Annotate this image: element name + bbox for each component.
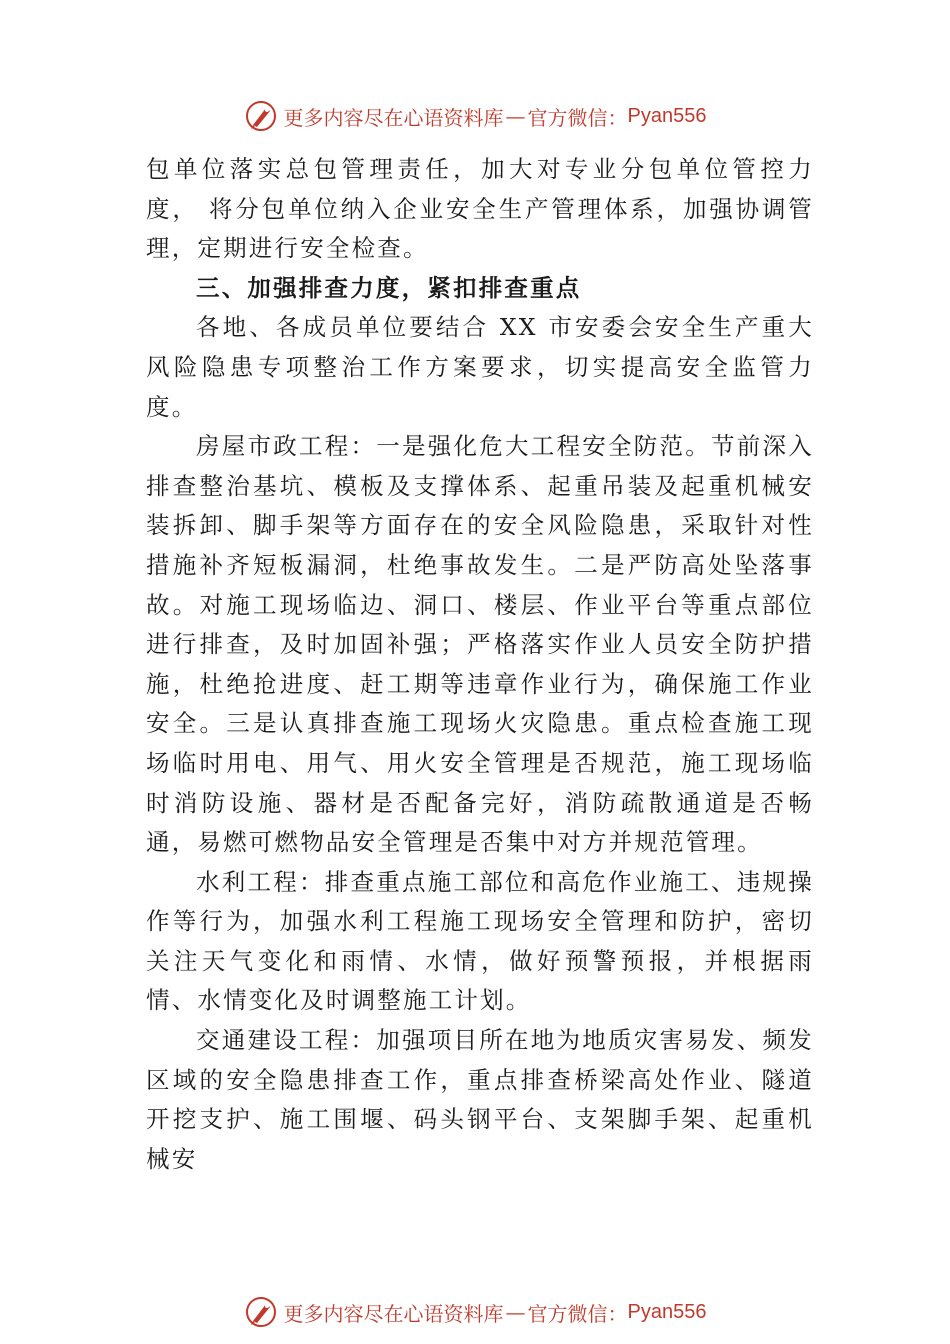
paragraph-intro: 各地、各成员单位要结合 XX 市安委会安全生产重大风险隐患专项整治工作方案要求，切实提高安全监管力度。 (146, 313, 814, 421)
paragraph-transport: 交通建设工程：加强项目所在地为地质灾害易发、频发区域的安全隐患排查工作，重点排查桥梁高处作业、隧道开挖支护、施工围堰、码头钢平台、支架脚手架、起重机械安 (146, 1026, 814, 1173)
footer-banner (0, 1292, 950, 1332)
footer-site-name: 更多内容尽在心语资料库 (283, 1301, 504, 1326)
header-wechat-label: 官方微信： (527, 105, 628, 130)
paragraph-water: 水利工程：排查重点施工部位和高危作业施工、违规操作等行为，加强水利工程施工现场安全管理和防护，密切关注天气变化和雨情、水情，做好预警预报，并根据雨情、水情变化及时调整施工计划。 (146, 867, 814, 1015)
fountain-pen-logo-icon (244, 1295, 278, 1329)
header-account: Pyan556 (627, 104, 707, 127)
paragraph-housing: 房屋市政工程：一是强化危大工程安全防范。节前深入排查整治基坑、模板及支撑体系、起重吊装及起重机械安装拆卸、脚手架等方面存在的安全风险隐患，采取针对性措施补齐短板漏洞，杜绝事故发生。二是严防高处坠落事故。对施工现场临边、洞口、楼层、作业平台等重点部位进行排查，及时加固补强；严格落实作业人员安全防护措施，杜绝抢进度、赶工期等违章作业行为，确保施工作业安全。三是认真排查施工现场火灾隐患。重点检查施工现场临时用电、用气、用火安全管理是否规范，施工现场临时消防设施、器材是否配备完好，消防疏散通道是否畅通，易燃可燃物品安全管理是否集中对方并规范管理。 (146, 432, 814, 857)
header-site-name: 更多内容尽在心语资料库 (283, 105, 504, 130)
footer-wechat-label: 官方微信： (527, 1301, 628, 1326)
footer-account: Pyan556 (627, 1300, 707, 1323)
header-dash: — (505, 104, 526, 128)
paragraph-continuation: 包单位落实总包管理责任，加大对专业分包单位管控力度， 将分包单位纳入企业安全生产管理体系，加强协调管理，定期进行安全检查。 (146, 155, 814, 263)
footer-dash: — (505, 1300, 526, 1324)
fountain-pen-logo-icon (244, 99, 278, 133)
section-heading: 三、加强排查力度，紧扣排查重点 (196, 273, 582, 302)
document-body (146, 150, 814, 1179)
header-banner (0, 96, 950, 136)
